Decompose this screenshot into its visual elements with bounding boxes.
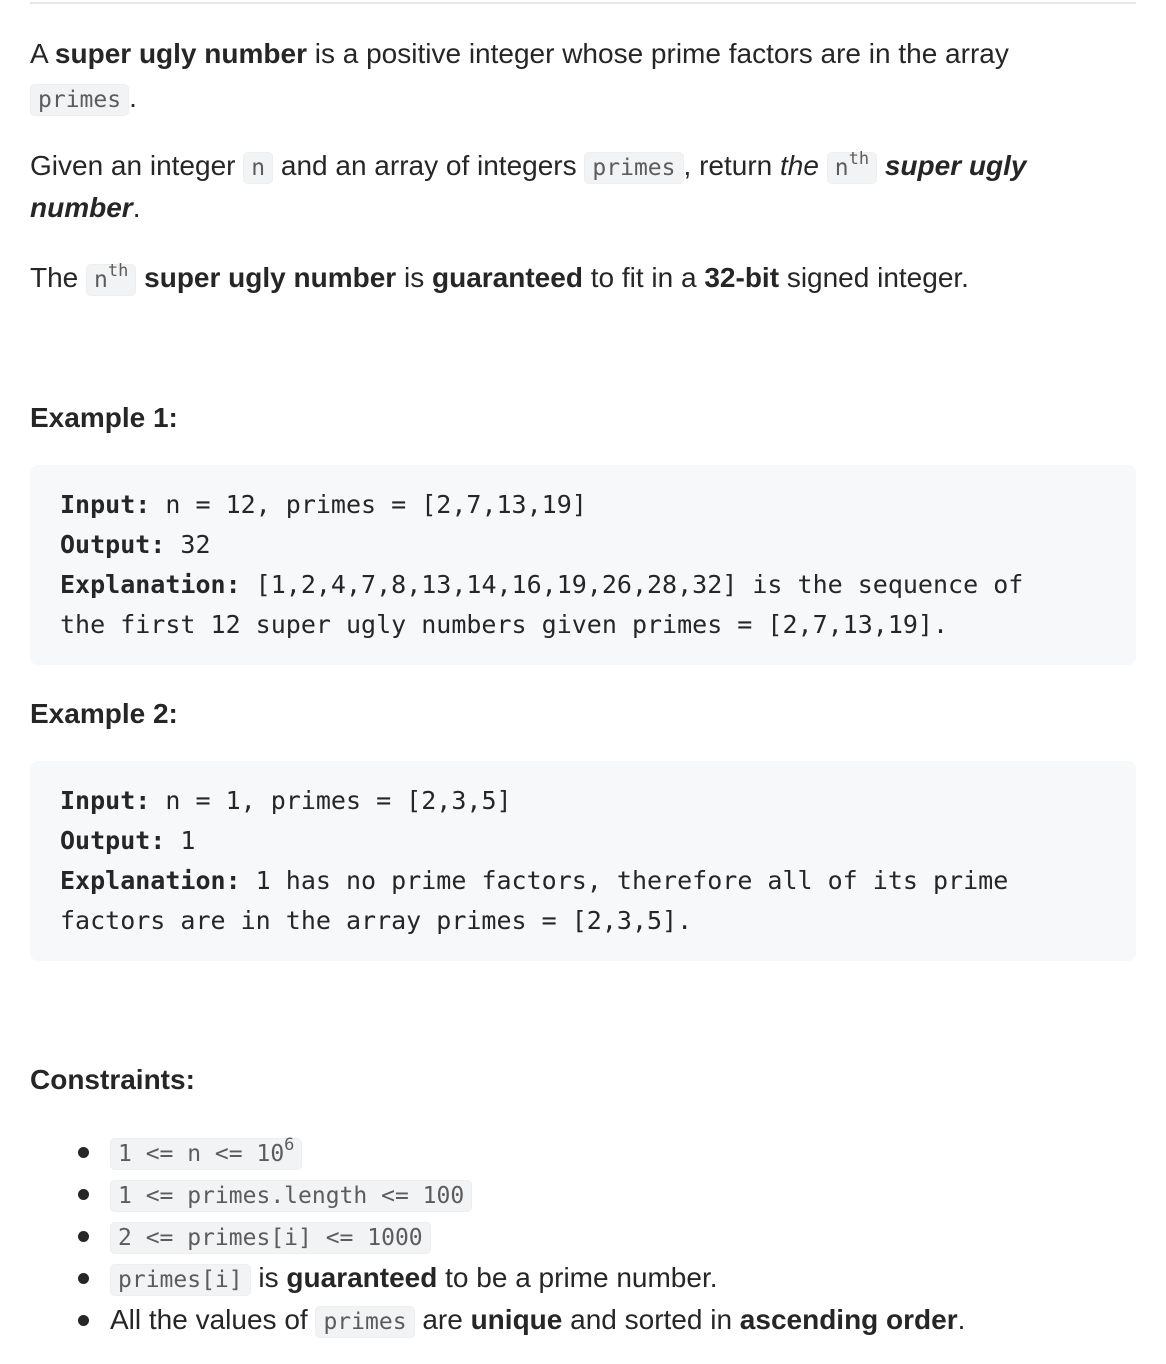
inline-code: 2 <= primes[i] <= 1000 xyxy=(110,1222,431,1254)
guarantee-term: 32-bit xyxy=(704,262,780,293)
constraints-heading: Constraints: xyxy=(30,1064,195,1095)
explanation-text: 1 has no prime factors, therefore all of its prime xyxy=(240,866,1009,895)
explanation-text: [1,2,4,7,8,13,14,16,19,26,28,32] is the sequence of xyxy=(240,570,1024,599)
task-text: the xyxy=(780,150,819,181)
inline-code: primes xyxy=(30,84,129,116)
task-term: number xyxy=(30,192,133,223)
code-text: n xyxy=(94,267,108,293)
output-label: Output: xyxy=(60,530,166,559)
code-text: 1 <= n <= 10 xyxy=(118,1141,285,1167)
bullet-icon xyxy=(78,1315,89,1326)
intro-text: is a positive integer whose prime factors are in the array xyxy=(314,38,1009,69)
inline-code xyxy=(827,149,877,184)
inline-code xyxy=(86,261,136,296)
task-text: Given an integer xyxy=(30,150,236,181)
example-1-heading: Example 1: xyxy=(30,402,178,433)
constraint-item xyxy=(30,1173,965,1215)
constraint-item xyxy=(30,1131,965,1173)
intro-term: super ugly number xyxy=(54,38,307,69)
guarantee-text: to fit in a xyxy=(590,262,697,293)
input-value: n = 12, primes = [2,7,13,19] xyxy=(150,490,587,519)
superscript: th xyxy=(848,149,870,170)
input-value: n = 1, primes = [2,3,5] xyxy=(150,786,512,815)
task-text: and an array of integers xyxy=(280,150,577,181)
input-label: Input: xyxy=(60,490,151,519)
constraint-item xyxy=(30,1299,965,1341)
explanation-label: Explanation: xyxy=(60,866,241,895)
output-value: 32 xyxy=(165,530,211,559)
guarantee-text: signed integer. xyxy=(786,262,969,293)
guarantee-text: is xyxy=(403,262,425,293)
constraint-text: and sorted in xyxy=(570,1304,733,1335)
output-label: Output: xyxy=(60,826,166,855)
example-2-code-block xyxy=(30,761,1136,961)
input-label: Input: xyxy=(60,786,151,815)
intro-text: A xyxy=(30,38,48,69)
explanation-text: the first 12 super ugly numbers given primes = [2,7,13,19]. xyxy=(60,610,949,639)
constraint-item xyxy=(30,1215,965,1257)
intro-text: . xyxy=(129,82,137,113)
inline-code: primes xyxy=(315,1306,414,1338)
output-value: 1 xyxy=(165,826,196,855)
constraint-text: is xyxy=(258,1262,279,1293)
task-text: , return xyxy=(683,150,773,181)
constraints-list xyxy=(30,1131,965,1341)
guarantee-text: The xyxy=(30,262,79,293)
guarantee-paragraph xyxy=(30,257,969,301)
example-2-heading: Example 2: xyxy=(30,698,178,729)
constraint-text: to be a prime number. xyxy=(445,1262,718,1293)
bullet-icon xyxy=(78,1147,89,1158)
code-text: n xyxy=(834,155,849,181)
inline-code: primes xyxy=(584,152,683,184)
constraint-term: unique xyxy=(470,1304,563,1335)
bullet-icon xyxy=(78,1273,89,1284)
inline-code xyxy=(110,1135,302,1170)
bullet-icon xyxy=(78,1231,89,1242)
task-text: . xyxy=(132,192,141,223)
guarantee-term: super ugly number xyxy=(144,262,397,293)
task-paragraph-cont xyxy=(30,187,140,229)
example-1-code-block xyxy=(30,465,1136,665)
intro-paragraph xyxy=(30,33,1009,75)
constraint-text: All the values of xyxy=(110,1304,308,1335)
inline-code: 1 <= primes.length <= 100 xyxy=(110,1180,472,1212)
superscript: 6 xyxy=(284,1135,295,1156)
constraint-term: ascending order xyxy=(739,1304,958,1335)
bullet-icon xyxy=(78,1189,89,1200)
superscript: th xyxy=(107,261,129,282)
constraint-text: are xyxy=(422,1304,463,1335)
constraint-item xyxy=(30,1257,965,1299)
top-divider xyxy=(30,2,1136,4)
guarantee-term: guaranteed xyxy=(432,262,583,293)
task-term: super ugly xyxy=(884,150,1027,181)
constraint-text: . xyxy=(957,1304,966,1335)
inline-code: n xyxy=(243,152,273,184)
intro-paragraph-cont xyxy=(30,77,137,121)
explanation-text: factors are in the array primes = [2,3,5]. xyxy=(60,906,693,935)
inline-code: primes[i] xyxy=(110,1264,251,1296)
constraint-term: guaranteed xyxy=(286,1262,438,1293)
task-paragraph xyxy=(30,145,1026,189)
explanation-label: Explanation: xyxy=(60,570,241,599)
